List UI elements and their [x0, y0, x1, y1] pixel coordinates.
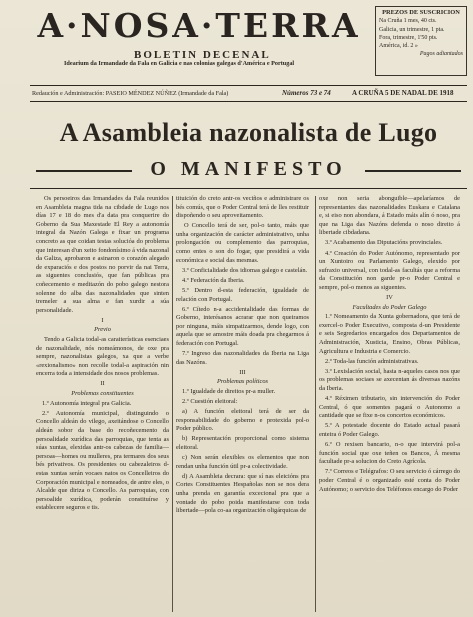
- section-title-block: [30, 160, 467, 182]
- list-item: 2.º Toda-las función administrativas.: [325, 357, 419, 365]
- subscription-footer: Pagos adiantados: [419, 51, 463, 58]
- section-heading: Problemas constituentes: [71, 390, 134, 398]
- column-divider: [315, 196, 316, 612]
- column-divider: [172, 196, 173, 612]
- list-item: 3.º Lexislación social, hasta n-aqueles casos nos que os problemas sociaes se axecentan ás diversas nazóns da Iberia.: [319, 367, 460, 392]
- section-number: I: [101, 316, 104, 324]
- paragraph: Tendo a Galicia todal-as caraiterísticas esenciaes de nazonalidade, nós nomeámonos, de oxe pra sempre, nazonalistas galegos, xa que a verbe «rexionalismo» non recolle todal-a aspiración nin encerra toda a intensidade dos nosos problemas.: [36, 336, 169, 378]
- subscription-row: Fora, trimestre, 1'50 pts.: [379, 34, 438, 41]
- subscription-box: [375, 6, 467, 76]
- list-item: a) A función eleitoral terá de ser da responsabilidade do goberno e protexida pol-o Poder público.: [176, 408, 309, 433]
- section-title: O MANIFESTO: [150, 158, 347, 180]
- masthead-subtitle: BOLETIN DECENAL: [134, 49, 271, 61]
- list-item: 3.º Conficialidade dos idiomas galego e castelán.: [182, 266, 308, 274]
- masthead-title: A·NOSA·TERRA: [37, 6, 361, 45]
- list-item: 7.º Correos e Telégrafos: O seu servicio ó cárrego do poder Central é o organizado esté conta do Poder Autónomo; o servicio dos Teléfonos encargo do Poder: [319, 468, 460, 493]
- subscription-row: Na Cruña 1 mes, 40 cts.: [379, 18, 437, 25]
- column-1: [36, 195, 169, 613]
- list-item: 5.º A potestade docente do Estado actual pasará enteira ó Poder Galego.: [319, 422, 460, 438]
- divider: [30, 188, 467, 189]
- list-item: 4.º Réximen tributario, sin intervención do Poder Central, ó que somentes pagará o Autonomo a cantidade que se fixe n-os concertos económicos.: [319, 395, 460, 420]
- intro-paragraph: Os persoeiros das Irmandades da Fala reunidos en Asambleia magna tida na cibdade de Lugo nos días 17 e 18 do mes d'a data pra conquerire do Goberno da Sua Maxestade El Rey a autonomía integral da Nazón Galega e fixar un programa concreto as que coidan testas solucióa do problema que interesan d'un xeito fondonísimo á vida nazonal da Galiza, aprobaron e asinaron o corazón alegado de exparaciós e dos postos no porvir da nai Terra, as siguentes conclusiós, que fan públicas pra coñecemento e meditazón do pobo galego nestora solenne do alba das nazonalidades que sinten tremeler a sua alma e fan xurdir a súa personalidade.: [36, 195, 169, 314]
- section-heading: Previo: [94, 326, 111, 334]
- list-item: 5.º Dentro d-esta federación, igualdade de relación con Portugal.: [176, 286, 309, 303]
- subscription-heading: PREZOS DE SUSCRICION: [382, 9, 460, 16]
- paragraph: tituición do creto antr-os veciños e administrare os bés comús, que o Poder Central terá de lles restituir dispoñendo o seu aproveitamento.: [176, 195, 309, 220]
- subscription-row: Galicia, un trimestre, 1 pta.: [379, 26, 445, 33]
- list-item: 1.º Igualdade de direitos pr-a muller.: [182, 387, 276, 395]
- issue-date: A CRUÑA 5 DE NADAL DE 1918: [352, 89, 454, 97]
- section-number: II: [100, 380, 105, 388]
- column-2: [176, 195, 309, 613]
- list-item: 2.º Cuestión eleitoral:: [182, 398, 238, 406]
- list-item: c) Non serán elexibles os elementos que non rendan unha función útil pr-a colectividade.: [176, 454, 309, 470]
- list-item: 2.º Autonomía municipal, distinguindo o Concello aldeán do vilego, axeitándose o Concello aldeán sobor da base do recoñecemento da persoalidade xurídica das parroquias, que tenta as súas xuntas, elexidas antr-os cabezas de familia—persoas—homes ou mulleres, pra termares dos seus bés privativos. Os presidentes ou cabezaleiros d-estas xuntas serán vocaes natos os Concelleiros do Corporación municipal e nomeados, de antre eles, o Alcalde que diriza o Concello. As parroquias, con persoalide xurídica, poderán constituírse y establecere seguros e tis.: [36, 409, 169, 512]
- admin-address: Redaución e Administración: PASEIO MÉNDEZ NÚÑEZ (Irmandade da Fala): [32, 90, 229, 97]
- list-item: 3.º Acabamento das Diputacións provinciales.: [325, 239, 443, 247]
- list-item: 7.º Ingreso das nazonalidades da Iberia na Liga das Nazóns.: [176, 350, 309, 366]
- list-item: 1.º Nomeamento da Xunta gobernadora, que terá de exercel-o Poder Executivo, composta d-un Presidente e seis Segredarios encargados dos Departamentos de Administración, Xusticia, Ensino, Obras Públicas, Agricultura e Industria e Comercio.: [319, 313, 460, 355]
- section-heading: Facultades do Poder Galego: [352, 303, 427, 311]
- column-3: [319, 195, 460, 613]
- section-number: III: [239, 368, 246, 376]
- list-item: 1.º Autonomía integral pra Galicia.: [42, 399, 132, 407]
- section-heading: Problemas políticos: [216, 378, 269, 386]
- issue-numbers: Números 73 e 74: [282, 89, 331, 97]
- list-item: 4.º Federación da Iberia.: [182, 276, 245, 284]
- subscription-row: América, id. 2 »: [379, 43, 418, 50]
- section-number: IV: [386, 294, 393, 302]
- list-item: 4.º Creación do Poder Autónomo, representado por un Xuntoiro ou Parlamento Galego, elexido por sufraxio universal, con todal-as facultás que a reforma da Constitución non garde pr-o Poder Central e sempre, pol-o menos as siguentes.: [319, 249, 460, 291]
- info-bar: [30, 85, 467, 102]
- masthead-description: Idearium da Irmandade da Fala en Galicia e nas colonias galegas d'América e Portugal: [64, 60, 295, 67]
- list-item: b) Representación proporcional como sistema eleitoral.: [176, 435, 309, 452]
- list-item: d) A Asambleia decrara: que sí nas eleicións pra Cortes Constituentes Hespañolas non se nos dera unha prenda en garantía excecional pra que a vontade do pobo poida manifestarse con toda libertade—pola co-aa organización oligárquicas de: [176, 472, 309, 515]
- paragraph: O Concello terá de ser, pol-o tanto, máis que unha organización de carácter administrativo, unha prolongación ou complemento das parroquias, como entes o son do fogar, que presidirá a vida económica e social das mesmas.: [176, 222, 309, 264]
- paragraph: oxe non seria abonguible—apelaríamos de representantes das nazonalidades Euskara e Catalana e, si eiso non abondara, á Estado máis alín ó noso, pra que na Liga das Nazóns defenda o noso direito á libertade cibdadana.: [319, 195, 460, 237]
- list-item: 6.º O rexisen bancario, n-o que intervirá pol-a función social que oxe teñen os Bancos, Á mesma facultade pr-a solucion do Creto Agrícola.: [319, 441, 460, 466]
- headline: A Asambleia nazonalista de Lugo: [59, 118, 438, 147]
- list-item: 6.º Cítedo n-a accidentalidade das formas de Goberno, interésanos acrarar que non queiramos por ninguna, máis simpatizarmos, dende logo, con aquela que se amostre máis doada pra chegarmos á federación con Portugal.: [176, 305, 309, 347]
